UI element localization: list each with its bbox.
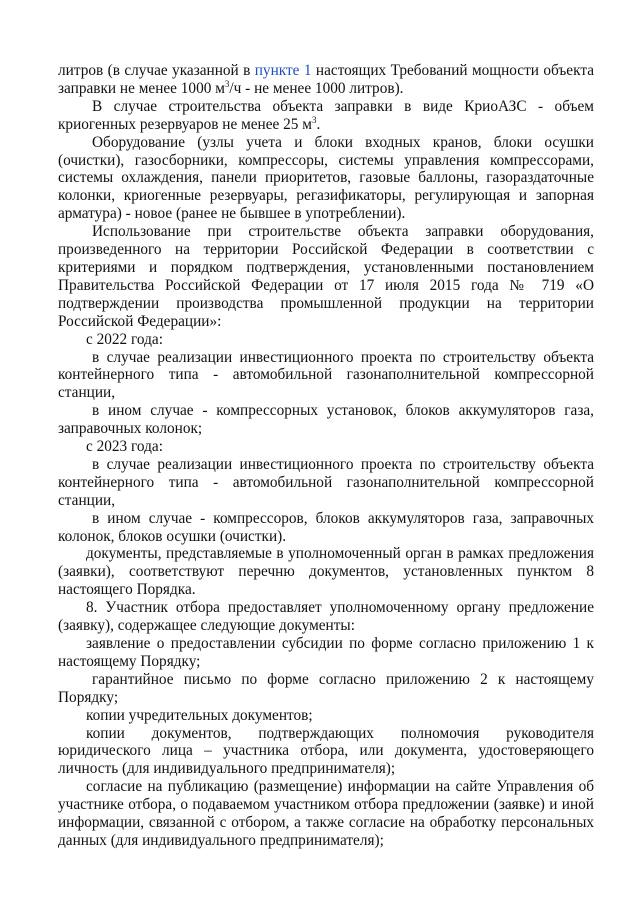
paragraph-2023-other: в ином случае - компрессоров, блоков аккумуляторов газа, заправочных колонок, блоков осушки (очистки). xyxy=(58,509,594,545)
paragraph-crioazs xyxy=(58,98,594,134)
paragraph-clause-8: 8. Участник отбора предоставляет уполномоченному органу предложение (заявку), содержащее следующие документы: xyxy=(58,599,594,635)
paragraph-equipment: Оборудование (узлы учета и блоки входных кранов, блоки осушки (очистки), газосборники, компрессоры, системы управления компрессорами, системы охлаждения, панели приоритетов, газовые баллоны, газораздаточные колонки, криогенные резервуары, регазификаторы, регулирующая и запорная арматура) - новое (ранее не бывшее в употреблении). xyxy=(58,133,594,223)
text-run: В случае строительства объекта заправки в виде КриоАЗС - объем криогенных резервуаров не менее 25 м xyxy=(58,97,594,133)
paragraph-from-2023: с 2023 года: xyxy=(86,438,163,456)
text-run: /ч - не менее 1000 литров). xyxy=(229,79,404,97)
paragraph-liters xyxy=(58,62,594,98)
list-item-publication-consent: согласие на публикацию (размещение) информации на сайте Управления об участнике отбора, о подаваемом участником отбора предложении (заявке) и иной информации, связанной с отбором, а также согласие на обработку персональных данных (для индивидуального предпринимателя); xyxy=(58,778,594,849)
list-item-guarantee-letter: гарантийное письмо по форме согласно приложению 2 к настоящему Порядку; xyxy=(58,670,594,706)
paragraph-2023-container: в случае реализации инвестиционного проекта по строительству объекта контейнерного типа - автомобильной газонаполнительной компрессорной станции, xyxy=(58,455,594,509)
paragraph-domestic-equipment: Использование при строительстве объекта заправки оборудования, произведенного на территории Российской Федерации в соответствии с критериями и порядком подтверждения, установленными постановлением Правительства Российской Федерации от 17 июля 2015 года № 719 «О подтверждении производства промышленной продукции на территории Российской Федерации»: xyxy=(58,223,594,330)
list-item-authority-docs: копии документов, подтверждающих полномочия руководителя юридического лица – участника отбора, или документа, удостоверяющего личность (для индивидуального предпринимателя); xyxy=(58,724,594,778)
link-clause-1[interactable]: пункте 1 xyxy=(254,62,312,79)
paragraph-from-2022: с 2022 года: xyxy=(86,330,163,348)
document-page xyxy=(58,62,594,850)
list-item-founding-docs: копии учредительных документов; xyxy=(86,706,313,724)
text-run: настоящих Требований мощности объекта заправки не менее 1000 м xyxy=(58,62,594,97)
paragraph-2022-other: в ином случае - компрессорных установок, блоков аккумуляторов газа, заправочных колонок; xyxy=(58,402,594,438)
text-run: . xyxy=(316,115,321,133)
superscript: 3 xyxy=(224,78,230,89)
paragraph-documents-compliance: документы, представляемые в уполномоченный орган в рамках предложения (заявки), соответствуют перечню документов, установленных пунктом 8 настоящего Порядка. xyxy=(58,545,594,599)
text-run: литров (в случае указанной в xyxy=(58,62,255,79)
superscript: 3 xyxy=(311,114,317,125)
paragraph-2022-container: в случае реализации инвестиционного проекта по строительству объекта контейнерного типа - автомобильной газонаполнительной компрессорной станции, xyxy=(58,348,594,402)
list-item-application: заявление о предоставлении субсидии по форме согласно приложению 1 к настоящему Порядку; xyxy=(58,635,594,670)
